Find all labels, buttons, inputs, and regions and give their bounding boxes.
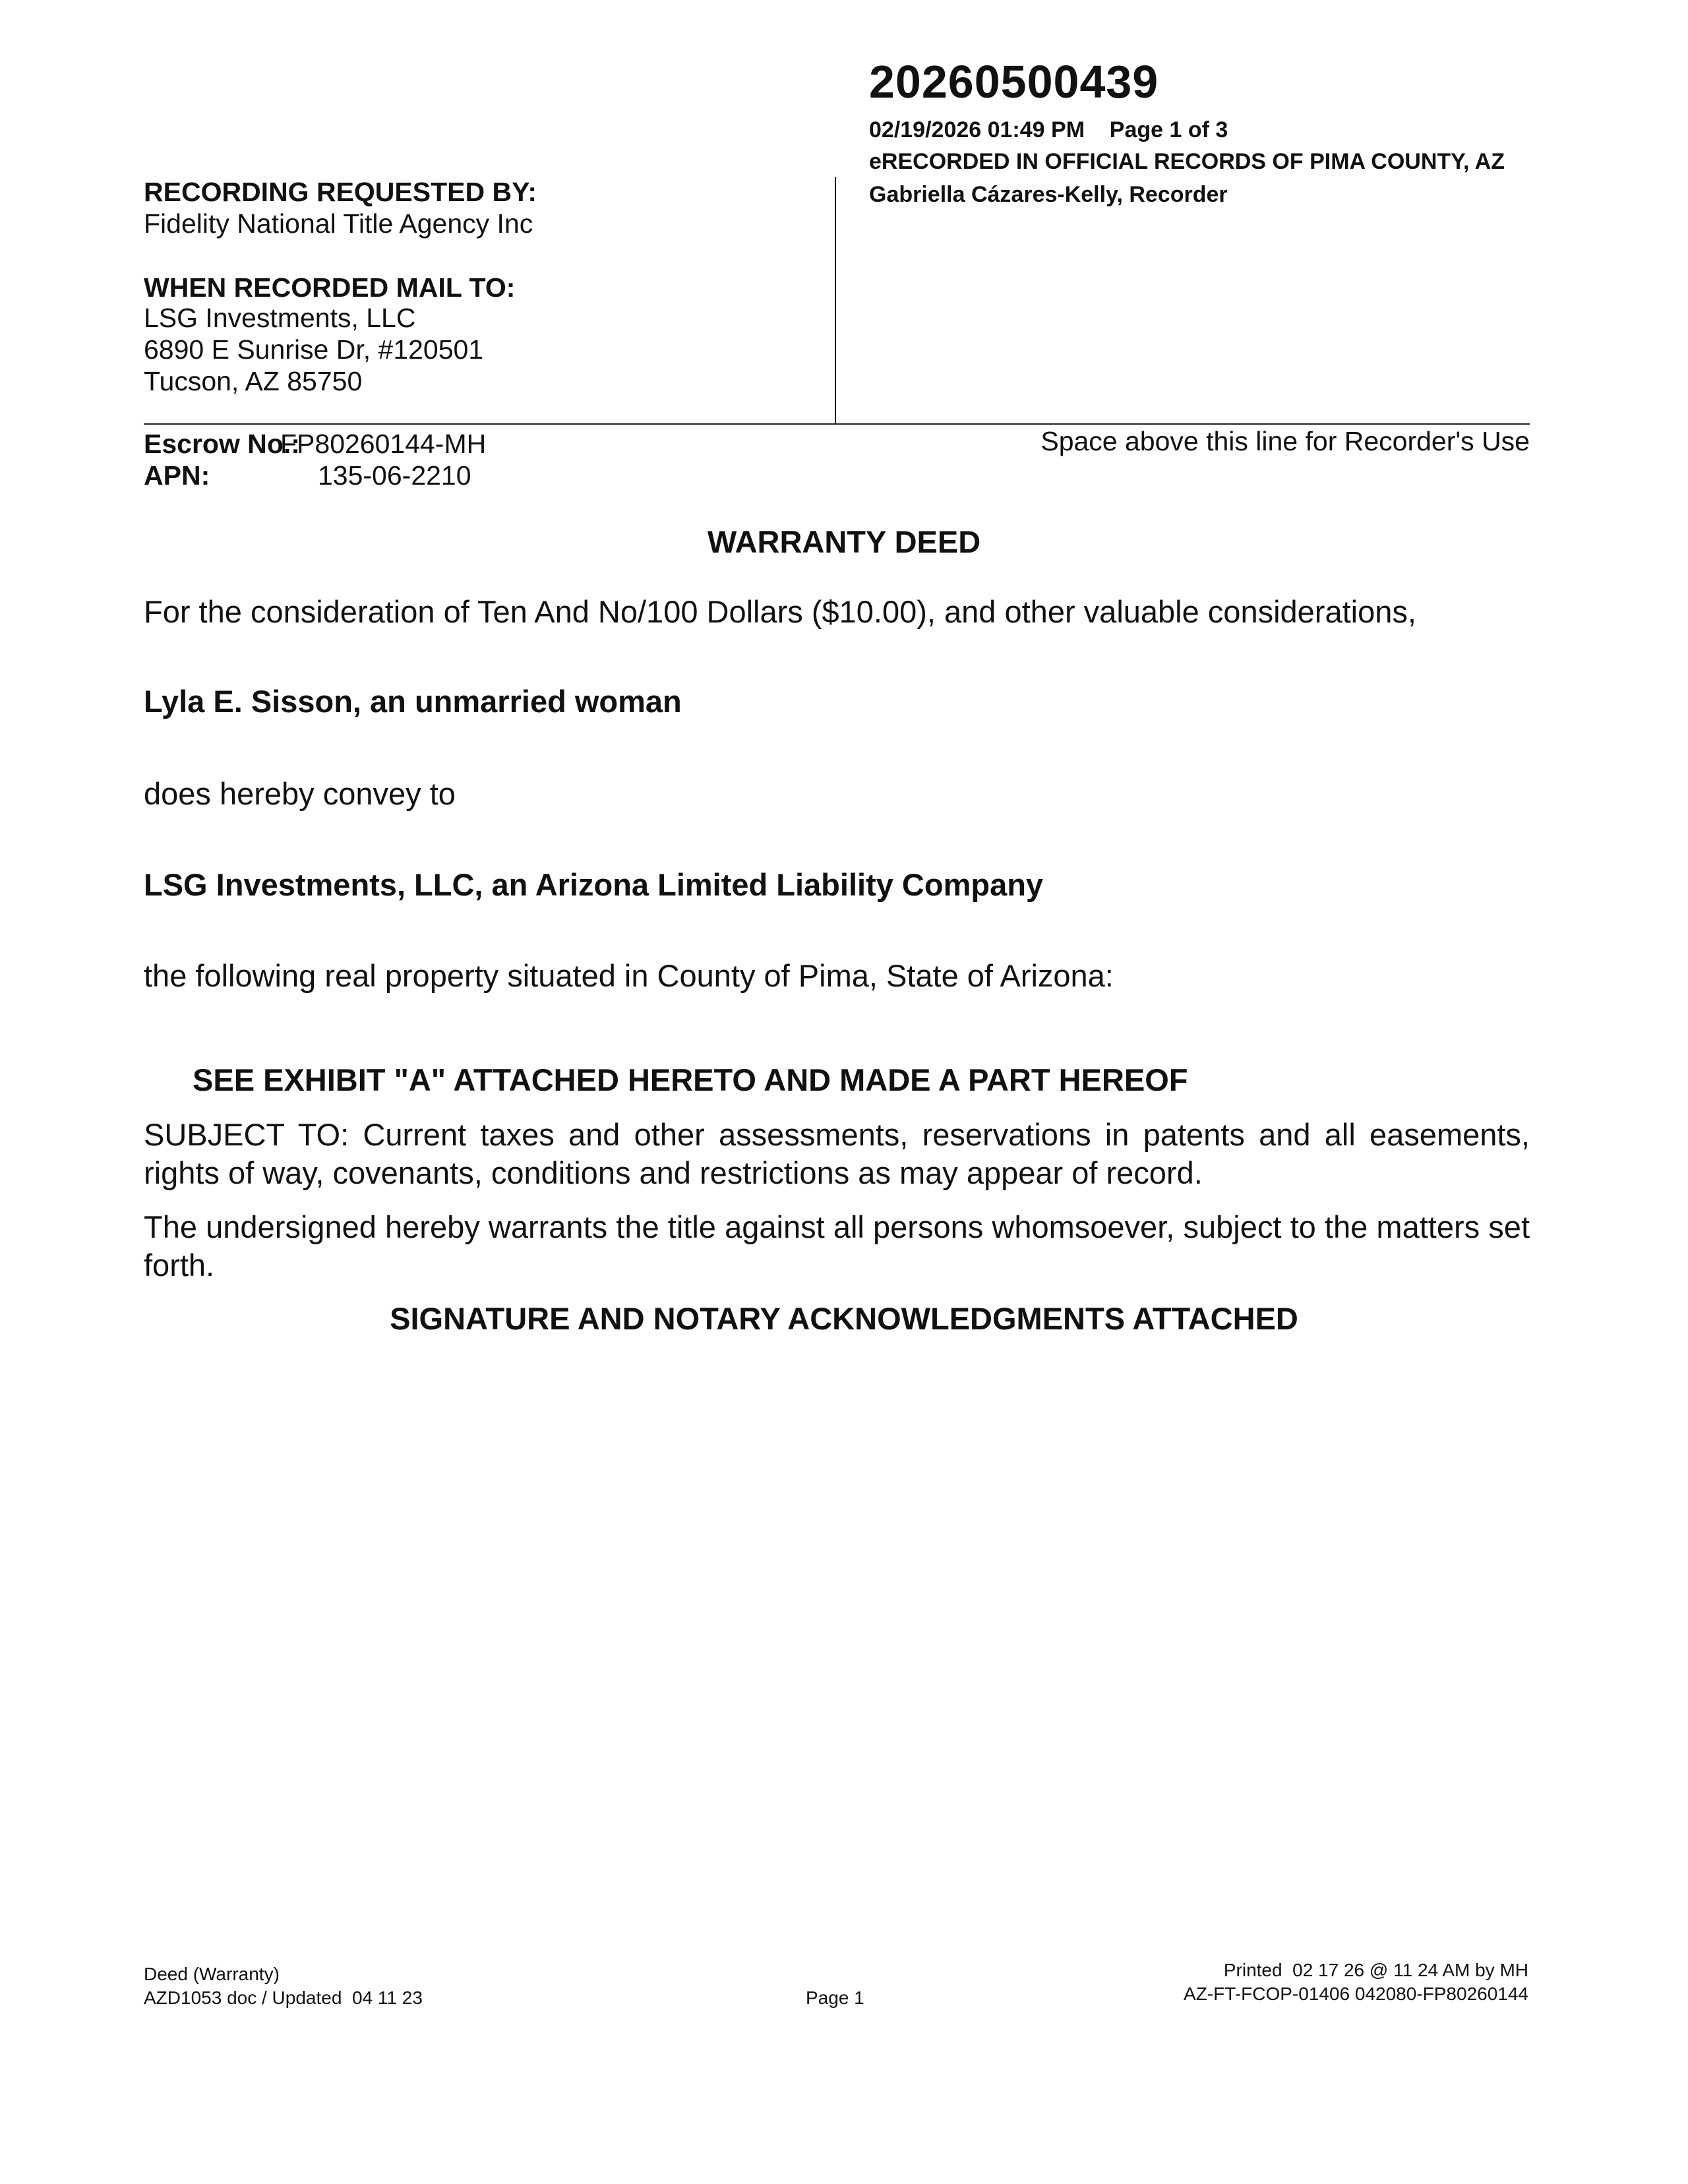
requested-by-value: Fidelity National Title Agency Inc	[144, 208, 533, 239]
footer-page-number: Page 1	[806, 1987, 864, 2008]
footer-form-id: AZD1053 doc / Updated 04 11 23	[144, 1987, 423, 2008]
exhibit-reference: SEE EXHIBIT "A" ATTACHED HERETO AND MADE A PART HEREOF	[193, 1062, 1188, 1097]
convey-clause: does hereby convey to	[144, 776, 456, 811]
recorder-use-note: Space above this line for Recorder's Use	[1040, 426, 1530, 456]
signature-notice: SIGNATURE AND NOTARY ACKNOWLEDGMENTS ATTACHED	[390, 1301, 1298, 1336]
grantee-name: LSG Investments, LLC, an Arizona Limited Liability Company	[144, 867, 1044, 902]
requested-by-label: RECORDING REQUESTED BY:	[144, 177, 537, 207]
footer-doc-type: Deed (Warranty)	[144, 1964, 280, 1984]
document-number: 20260500439	[869, 56, 1159, 107]
recorder-name: Gabriella Cázares-Kelly, Recorder	[869, 182, 1228, 207]
recording-datetime: 02/19/2026 01:49 PM Page 1 of 3	[869, 117, 1228, 142]
escrow-label: Escrow No.:	[144, 429, 300, 459]
consideration-clause: For the consideration of Ten And No/100 Dollars ($10.00), and other valuable considerations,	[144, 594, 1416, 629]
deed-title: WARRANTY DEED	[707, 524, 981, 559]
apn-number: 135-06-2210	[318, 460, 471, 491]
footer-printed-stamp: Printed 02 17 26 @ 11 24 AM by MH	[1223, 1960, 1528, 1980]
mail-to-street: 6890 E Sunrise Dr, #120501	[144, 334, 484, 365]
grantor-name: Lyla E. Sisson, an unmarried woman	[144, 684, 682, 719]
official-records-line: eRECORDED IN OFFICIAL RECORDS OF PIMA COUNTY, AZ	[869, 149, 1505, 174]
escrow-number: FP80260144-MH	[280, 429, 487, 459]
apn-label: APN:	[144, 460, 210, 491]
mail-to-label: WHEN RECORDED MAIL TO:	[144, 272, 516, 303]
property-clause: the following real property situated in County of Pima, State of Arizona:	[144, 958, 1114, 993]
footer-file-id: AZ-FT-FCOP-01406 042080-FP80260144	[1184, 1984, 1528, 2004]
mail-to-city: Tucson, AZ 85750	[144, 366, 363, 396]
header-vertical-divider	[835, 177, 836, 425]
mail-to-name: LSG Investments, LLC	[144, 303, 416, 333]
warranty-paragraph: The undersigned hereby warrants the title against all persons whomsoever, subject to the matters set forth.	[144, 1209, 1530, 1283]
recorder-use-divider	[144, 423, 1530, 425]
subject-to-paragraph: SUBJECT TO: Current taxes and other assessments, reservations in patents and all easements, rights of way, covenants, conditions and restrictions as may appear of record.	[144, 1117, 1530, 1190]
